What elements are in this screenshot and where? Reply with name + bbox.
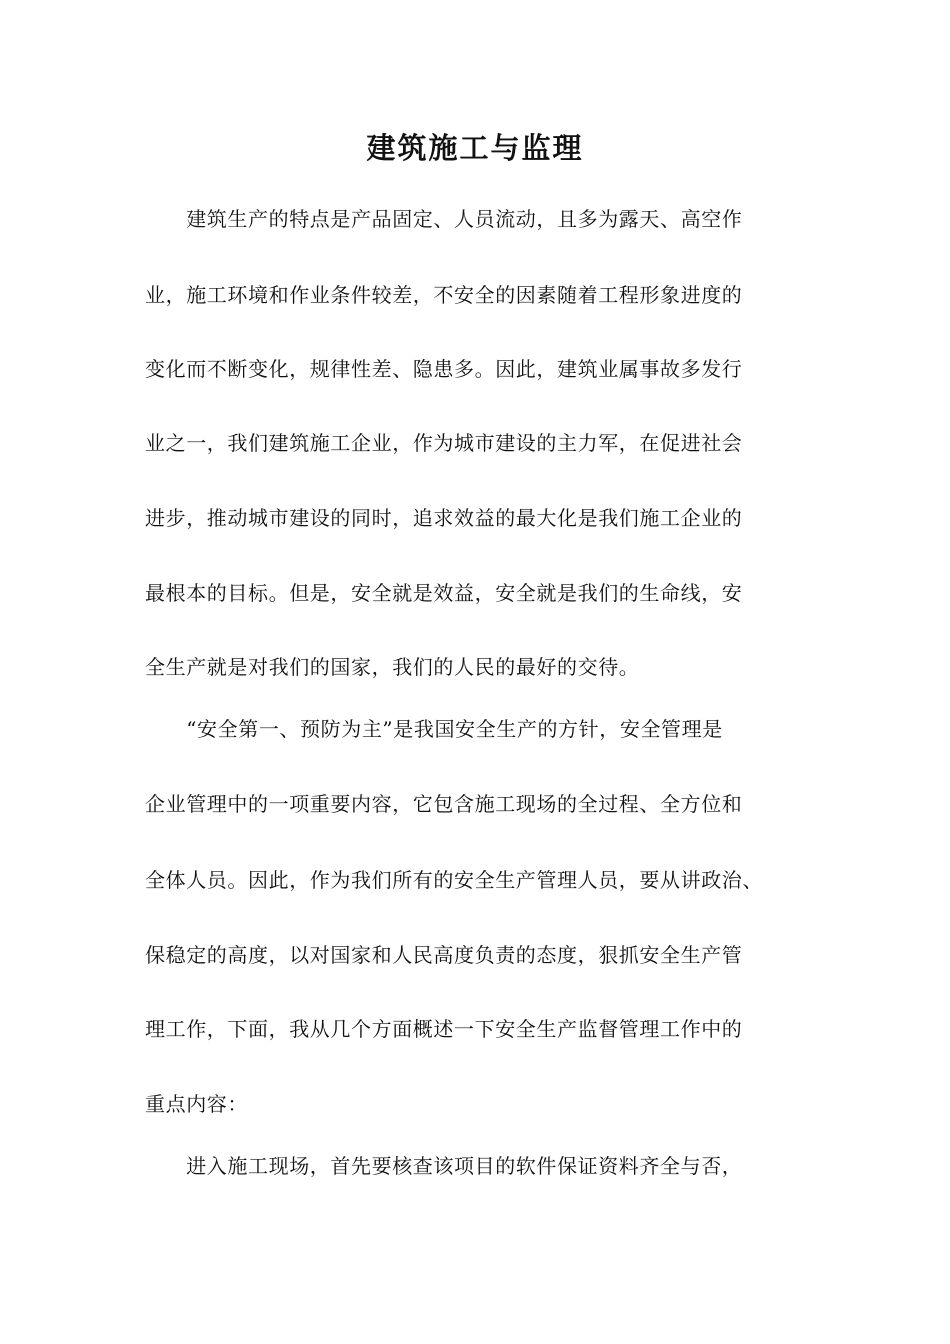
paragraph-line-2: 业，施工环境和作业条件较差，不安全的因素随着工程形象进度的 bbox=[145, 283, 743, 307]
paragraph-line-13: 重点内容： bbox=[145, 1092, 248, 1116]
paragraph-line-5: 进步，推动城市建设的同时，追求效益的最大化是我们施工企业的 bbox=[145, 506, 743, 530]
paragraph-line-7: 全生产就是对我们的国家，我们的人民的最好的交待。 bbox=[145, 655, 640, 679]
paragraph-line-14: 进入施工现场，首先要核查该项目的软件保证资料齐全与否， bbox=[145, 1154, 743, 1178]
paragraph-line-6: 最根本的目标。但是，安全就是效益，安全就是我们的生命线，安 bbox=[145, 581, 743, 605]
paragraph-line-9: 企业管理中的一项重要内容，它包含施工现场的全过程、全方位和 bbox=[145, 792, 743, 816]
paragraph-line-1: 建筑生产的特点是产品固定、人员流动，且多为露天、高空作 bbox=[145, 207, 743, 231]
paragraph-line-8: “安全第一、预防为主”是我国安全生产的方针，安全管理是 bbox=[145, 717, 723, 741]
paragraph-line-4: 业之一，我们建筑施工企业，作为城市建设的主力军，在促进社会 bbox=[145, 431, 743, 455]
paragraph-line-12: 理工作，下面，我从几个方面概述一下安全生产监督管理工作中的 bbox=[145, 1017, 743, 1041]
paragraph-line-10: 全体人员。因此，作为我们所有的安全生产管理人员，要从讲政治、 bbox=[145, 868, 763, 892]
document-title: 建筑施工与监理 bbox=[366, 131, 584, 165]
paragraph-line-3: 变化而不断变化，规律性差、隐患多。因此，建筑业属事故多发行 bbox=[145, 357, 743, 381]
paragraph-line-11: 保稳定的高度，以对国家和人民高度负责的态度，狠抓安全生产管 bbox=[145, 943, 743, 967]
